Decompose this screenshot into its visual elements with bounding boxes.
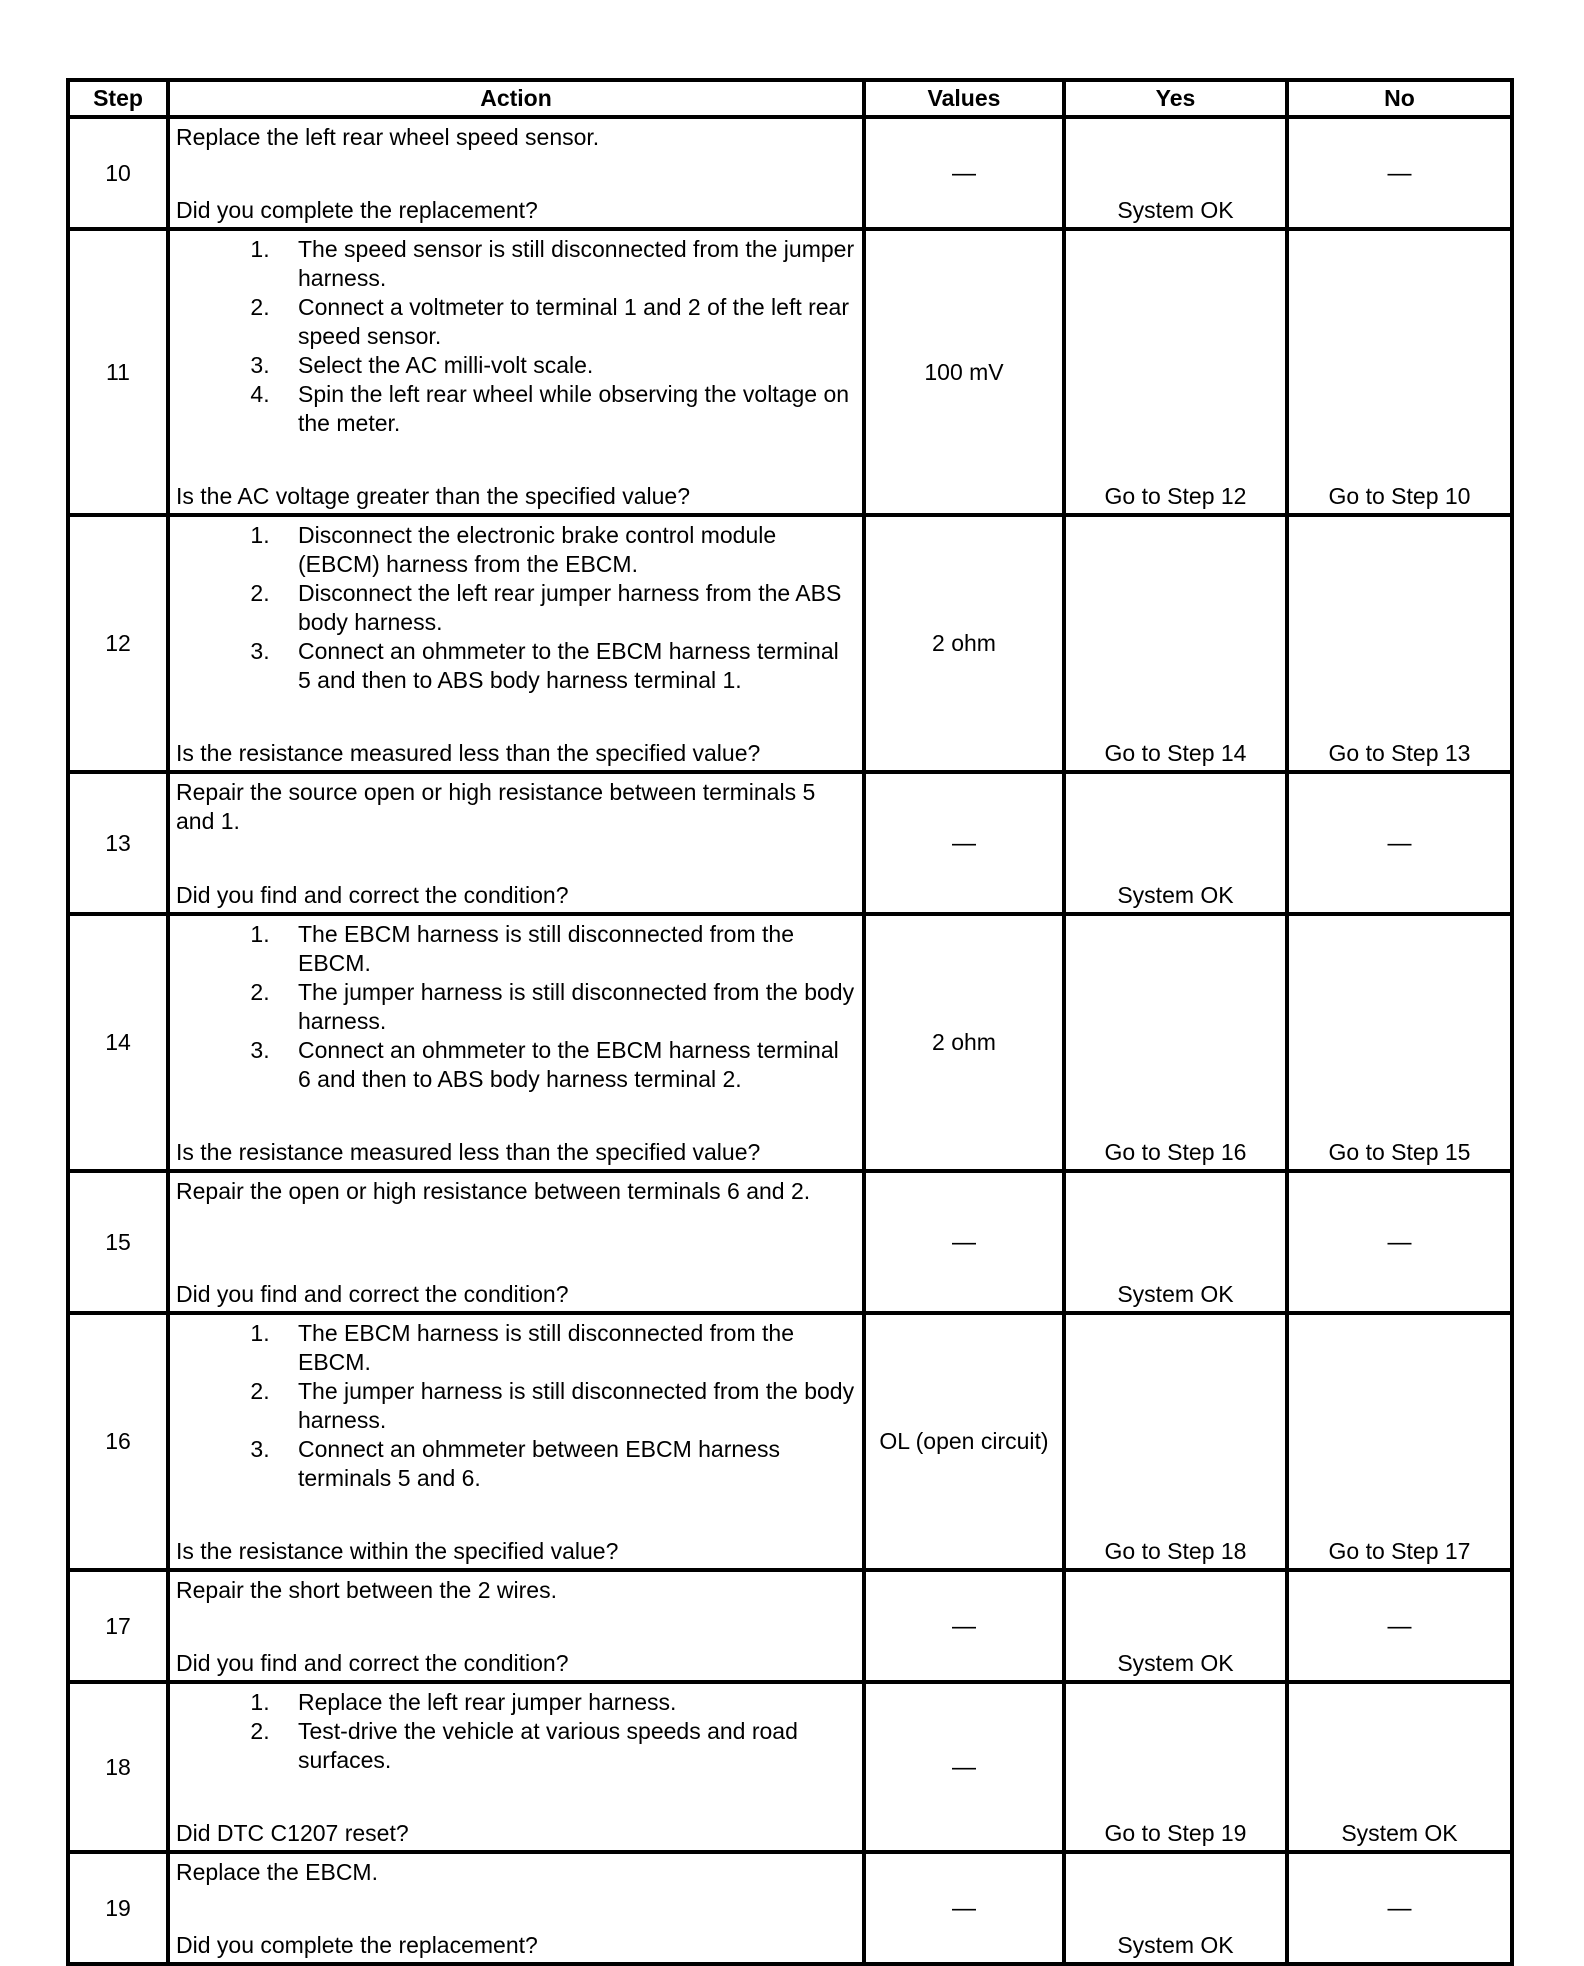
- action-step-item: 4. Spin the left rear wheel while observing the voltage on the meter.: [276, 380, 856, 438]
- action-step-item: 2. Test-drive the vehicle at various speeds and road surfaces.: [276, 1717, 856, 1775]
- action-question: Did you find and correct the condition?: [176, 882, 569, 908]
- action-cell: [168, 772, 864, 914]
- no-cell: Go to Step 17: [1287, 1313, 1512, 1570]
- action-question: Is the resistance within the specified value?: [176, 1538, 619, 1564]
- values-cell: —: [864, 1570, 1064, 1682]
- action-question: Did you find and correct the condition?: [176, 1650, 569, 1676]
- values-cell: —: [864, 1171, 1064, 1313]
- table-row: [68, 1313, 1512, 1570]
- header-row: [68, 80, 1512, 117]
- header-yes: Yes: [1064, 80, 1287, 117]
- action-step-item: 1. Disconnect the electronic brake control module (EBCM) harness from the EBCM.: [276, 521, 856, 579]
- action-steps-list: [176, 920, 856, 1094]
- step-number: 13: [68, 772, 168, 914]
- action-question: Did you complete the replacement?: [176, 1932, 538, 1958]
- table-row: [68, 1852, 1512, 1964]
- action-instruction: Replace the left rear wheel speed sensor.: [176, 124, 600, 150]
- action-cell: [168, 117, 864, 229]
- no-cell: Go to Step 15: [1287, 914, 1512, 1171]
- action-step-item: 1. Replace the left rear jumper harness.: [276, 1688, 856, 1717]
- values-cell: —: [864, 1852, 1064, 1964]
- action-steps-list: [176, 1688, 856, 1775]
- action-step-item: 1. The EBCM harness is still disconnected from the EBCM.: [276, 1319, 856, 1377]
- step-number: 18: [68, 1682, 168, 1852]
- yes-cell: System OK: [1064, 1570, 1287, 1682]
- yes-cell: System OK: [1064, 1852, 1287, 1964]
- header-step: Step: [68, 80, 168, 117]
- action-cell: [168, 229, 864, 515]
- action-instruction: Repair the source open or high resistance between terminals 5 and 1.: [176, 779, 816, 834]
- action-cell: [168, 1852, 864, 1964]
- action-step-item: 1. The speed sensor is still disconnected from the jumper harness.: [276, 235, 856, 293]
- action-steps-list: [176, 235, 856, 438]
- table-row: [68, 1682, 1512, 1852]
- yes-cell: Go to Step 12: [1064, 229, 1287, 515]
- action-step-item: 3. Connect an ohmmeter to the EBCM harness terminal 6 and then to ABS body harness terminal 2.: [276, 1036, 856, 1094]
- action-question: Is the resistance measured less than the specified value?: [176, 1139, 761, 1165]
- action-step-item: 2. Connect a voltmeter to terminal 1 and 2 of the left rear speed sensor.: [276, 293, 856, 351]
- step-number: 10: [68, 117, 168, 229]
- step-number: 12: [68, 515, 168, 772]
- action-step-item: 3. Select the AC milli-volt scale.: [276, 351, 856, 380]
- table-row: [68, 914, 1512, 1171]
- action-steps-list: [176, 521, 856, 695]
- yes-cell: System OK: [1064, 772, 1287, 914]
- values-cell: OL (open circuit): [864, 1313, 1064, 1570]
- action-cell: [168, 1570, 864, 1682]
- no-cell: Go to Step 13: [1287, 515, 1512, 772]
- yes-cell: System OK: [1064, 1171, 1287, 1313]
- header-action: Action: [168, 80, 864, 117]
- values-cell: 2 ohm: [864, 914, 1064, 1171]
- action-step-item: 2. Disconnect the left rear jumper harness from the ABS body harness.: [276, 579, 856, 637]
- table-header: [68, 80, 1512, 117]
- values-cell: 100 mV: [864, 229, 1064, 515]
- yes-cell: System OK: [1064, 117, 1287, 229]
- step-number: 14: [68, 914, 168, 1171]
- table-row: [68, 117, 1512, 229]
- table-row: [68, 1171, 1512, 1313]
- no-cell: —: [1287, 1570, 1512, 1682]
- action-cell: [168, 914, 864, 1171]
- values-cell: —: [864, 1682, 1064, 1852]
- step-number: 16: [68, 1313, 168, 1570]
- action-question: Is the resistance measured less than the specified value?: [176, 740, 761, 766]
- action-step-item: 3. Connect an ohmmeter between EBCM harness terminals 5 and 6.: [276, 1435, 856, 1493]
- action-steps-list: [176, 1319, 856, 1493]
- action-question: Is the AC voltage greater than the specified value?: [176, 483, 690, 509]
- action-step-item: 3. Connect an ohmmeter to the EBCM harness terminal 5 and then to ABS body harness terminal 1.: [276, 637, 856, 695]
- action-step-item: 1. The EBCM harness is still disconnected from the EBCM.: [276, 920, 856, 978]
- table-row: [68, 772, 1512, 914]
- action-instruction: Repair the short between the 2 wires.: [176, 1577, 557, 1603]
- action-instruction: Replace the EBCM.: [176, 1859, 378, 1885]
- action-cell: [168, 515, 864, 772]
- action-step-item: 2. The jumper harness is still disconnected from the body harness.: [276, 1377, 856, 1435]
- no-cell: —: [1287, 772, 1512, 914]
- action-cell: [168, 1313, 864, 1570]
- action-cell: [168, 1171, 864, 1313]
- table-row: [68, 1570, 1512, 1682]
- header-values: Values: [864, 80, 1064, 117]
- no-cell: —: [1287, 1171, 1512, 1313]
- no-cell: —: [1287, 117, 1512, 229]
- action-question: Did DTC C1207 reset?: [176, 1820, 409, 1846]
- table-body: [68, 117, 1512, 1964]
- diagnostic-table: [66, 78, 1514, 1966]
- action-instruction: Repair the open or high resistance between terminals 6 and 2.: [176, 1178, 811, 1204]
- step-number: 17: [68, 1570, 168, 1682]
- yes-cell: Go to Step 19: [1064, 1682, 1287, 1852]
- table-row: [68, 229, 1512, 515]
- action-cell: [168, 1682, 864, 1852]
- values-cell: 2 ohm: [864, 515, 1064, 772]
- no-cell: —: [1287, 1852, 1512, 1964]
- yes-cell: Go to Step 18: [1064, 1313, 1287, 1570]
- action-question: Did you complete the replacement?: [176, 197, 538, 223]
- step-number: 11: [68, 229, 168, 515]
- action-step-item: 2. The jumper harness is still disconnected from the body harness.: [276, 978, 856, 1036]
- action-question: Did you find and correct the condition?: [176, 1281, 569, 1307]
- header-no: No: [1287, 80, 1512, 117]
- yes-cell: Go to Step 16: [1064, 914, 1287, 1171]
- no-cell: Go to Step 10: [1287, 229, 1512, 515]
- values-cell: —: [864, 772, 1064, 914]
- step-number: 19: [68, 1852, 168, 1964]
- table-row: [68, 515, 1512, 772]
- values-cell: —: [864, 117, 1064, 229]
- step-number: 15: [68, 1171, 168, 1313]
- no-cell: System OK: [1287, 1682, 1512, 1852]
- yes-cell: Go to Step 14: [1064, 515, 1287, 772]
